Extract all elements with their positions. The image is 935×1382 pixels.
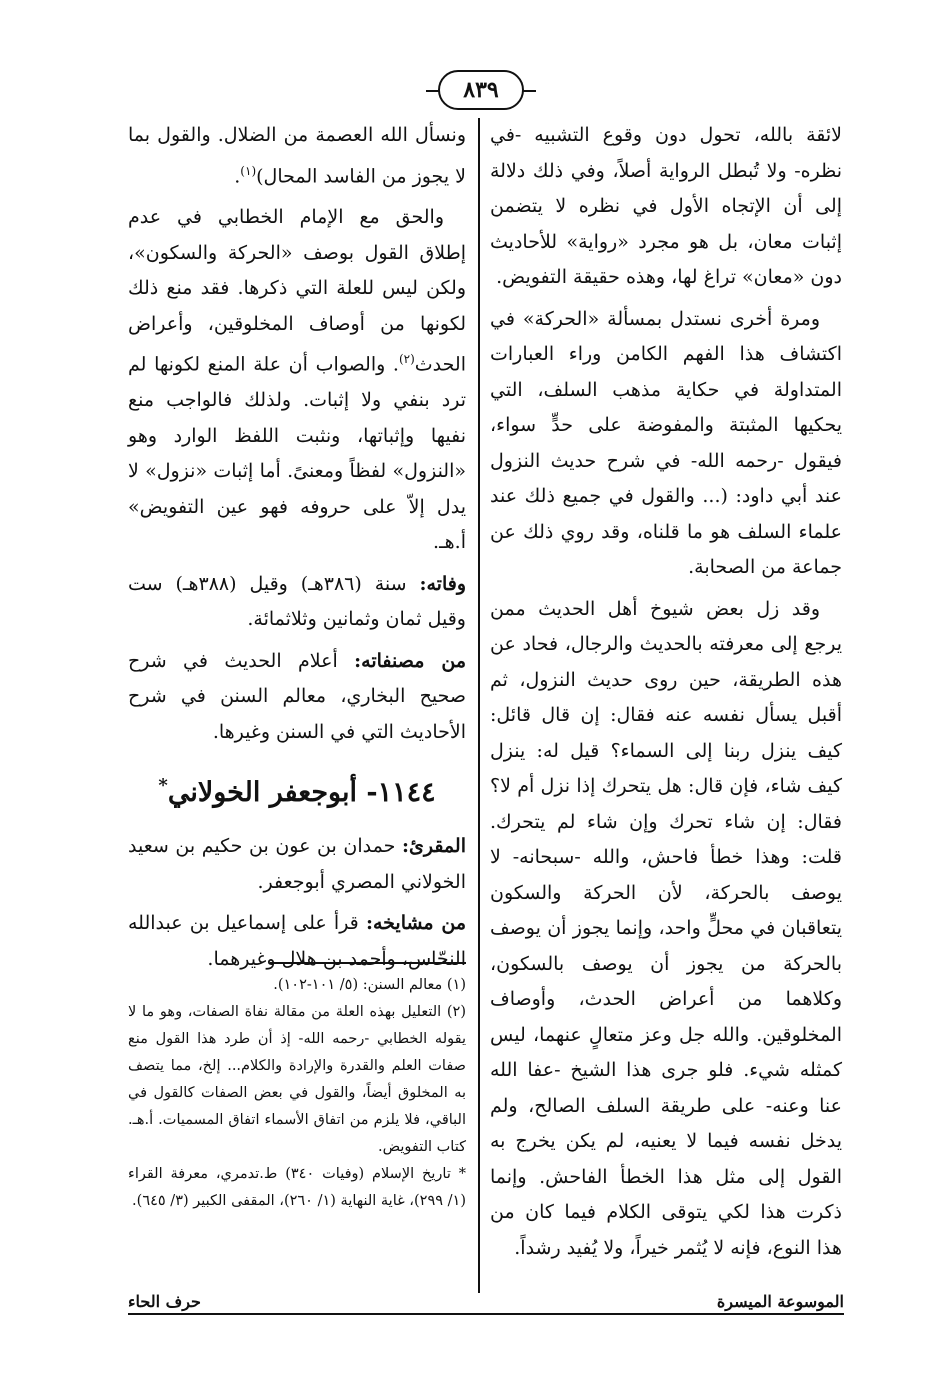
footnote-ref-2: (٢) [398,352,415,367]
entry-heading [128,764,466,815]
left-paragraph-1-end: . [234,164,241,187]
footnote-1: (١) معالم السنن: (٥/ ١٠١-١٠٢). [273,977,466,993]
right-paragraph-2: ومرة أخرى نستدل بمسألة «الحركة» في اكتشاف هذا الفهم الكامن وراء العبارات المتداولة في حكاية مذهب السلف، التي يحكيها المثبتة والمفوضة على حدٍّ سواء، فيقول -رحمه الله- في شرح حديث النزول عند أبي داود: (... والقول في جميع ذلك عند علماء السلف هو ما قلناه، وقد روي ذلك عن جماعة من الصحابة. [490,307,842,578]
left-column [128,118,466,983]
column-divider [478,118,480,1293]
right-paragraph-3: وقد زل بعض شيوخ أهل الحديث ممن يرجع إلى معرفته بالحديث والرجال، فحاد عن هذه الطريقة، حين روى حديث النزول، ثم أقبل يسأل نفسه عنه فقال: إن قال قائل: كيف ينزل ربنا إلى السماء؟ قيل له: ينزل كيف شاء، فإن قال: هل يتحرك إذا نزل أم لا؟ فقال: إن شاء تحرك وإن شاء لم يتحرك. قلت: وهذا خطأ فاحش، والله -سبحانه- لا يوصف بالحركة، لأن الحركة والسكون يتعاقبان في محلٍّ واحد، وإنما يجوز أن يوصف بالحركة من يجوز أن يوصف بالسكون، وكلاهما من أعراض الحدث، وأوصاف المخلوقين. والله جل وعز متعالٍ عنهما، ليس كمثله شيء. فلو جرى هذا الشيخ -عفا الله عنا وعنه- على طريقة السلف الصالح، ولم يدخل نفسه فيما لا يعنيه، لم يكن يخرج به القول إلى مثل هذا الخطأ الفاحش. وإنما ذكرت هذا لكي يتوقى الكلام فيما كان من هذا النوع، فإنه لا يُثمر خيراً، ولا يُفيد رشداً. [490,597,842,1259]
reader-label: المقرئ: [401,835,466,858]
works-paragraph [128,644,466,751]
footer-section-title: حرف الحاء [128,1292,201,1311]
footnote-2: (٢) التعليل بهذه العلة من مقالة نفاة الصفات، وهو ما لا يقوله الخطابي -رحمه الله- إذ أن طرد هذا القول منع صفات العلم والقدرة والإرادة والكلام... إلخ، مما يتصف به المخلوق أيضاً، والقول في بعض الصفات كالقول في الباقي، فلا يلزم من اتفاق الأسماء اتفاق المسميات. أ.هـ. كتاب التفويض. [128,1004,466,1155]
death-paragraph [128,567,466,638]
left-paragraph-1-text: ونسأل الله العصمة من الضلال. والقول بما لا يجوز من الفاسد المحال) [128,124,466,187]
footnotes [128,972,466,1215]
reader-paragraph [128,829,466,900]
left-paragraph-2 [128,200,466,560]
works-text: أعلام الحديث في شرح صحيح البخاري، معالم السنن في شرح الأحاديث التي في السنن وغيرها. [128,649,466,743]
teachers-paragraph [128,906,466,977]
death-label: وفاته: [419,572,466,595]
teachers-text: قرأ على إسماعيل بن عبدالله النحّاس، وأحمد بن هلال وغيرهما. [128,912,466,970]
page-footer [128,1285,844,1315]
entry-heading-text: ١١٤٤- أبوجعفر الخولاني [167,777,436,809]
footnote-source: * تاريخ الإسلام (وفيات ٣٤٠) ط.تدمري، معرفة القراء (١/ ٢٩٩)، غاية النهاية (١/ ٢٦٠)، المقفى الكبير (٣/ ٦٤٥). [128,1166,466,1209]
left-paragraph-2-b: . والصواب أن علة المنع لكونها لم ترد بنفي ولا إثبات. ولذلك فالواجب منع نفيها وإثباتها، ونثبت اللفظ الوارد وهو «النزول» لفظاً ومعنىً. أما إثبات «نزول» لا يدل إلاّ على حروفه فهو عين التفويض» أ.هـ. [128,353,466,554]
right-column [490,118,842,1272]
entry-heading-star: * [158,775,168,797]
death-text: سنة (٣٨٦هـ) وقيل (٣٨٨هـ) ست وقيل ثمان وثمانين وثلاثمائة. [128,572,466,631]
right-paragraph-1: لائقة بالله، تحول دون وقوع التشبيه -في نظره- ولا تُبطل الرواية أصلاً، وفي ذلك دلالة إلى أن الإتجاه الأول في نظره لا يتضمن إثبات معان، بل هو مجرد «رواية» للأحاديث دون «معان» تراغ لها، وهذه حقيقة التفويض. [490,124,842,288]
footer-book-title: الموسوعة الميسرة [716,1292,844,1311]
page-number: ٨٣٩ [438,70,524,110]
reader-text: حمدان بن عون بن حكيم بن سعيد الخولاني المصري أبوجعفر. [128,835,466,893]
footnote-separator [270,962,466,964]
footnote-ref-1: (١) [240,163,257,178]
teachers-label: من مشايخه: [365,912,466,935]
left-paragraph-2-a: والحق مع الإمام الخطابي في عدم إطلاق القول بوصف «الحركة والسكون»، ولكن ليس للعلة التي ذكرها. فقد منع ذلك لكونها من أوصاف المخلوقين، وأعراض الحدث [128,206,466,376]
works-label: من مصنفاته: [354,649,467,672]
left-paragraph-1 [128,118,466,194]
